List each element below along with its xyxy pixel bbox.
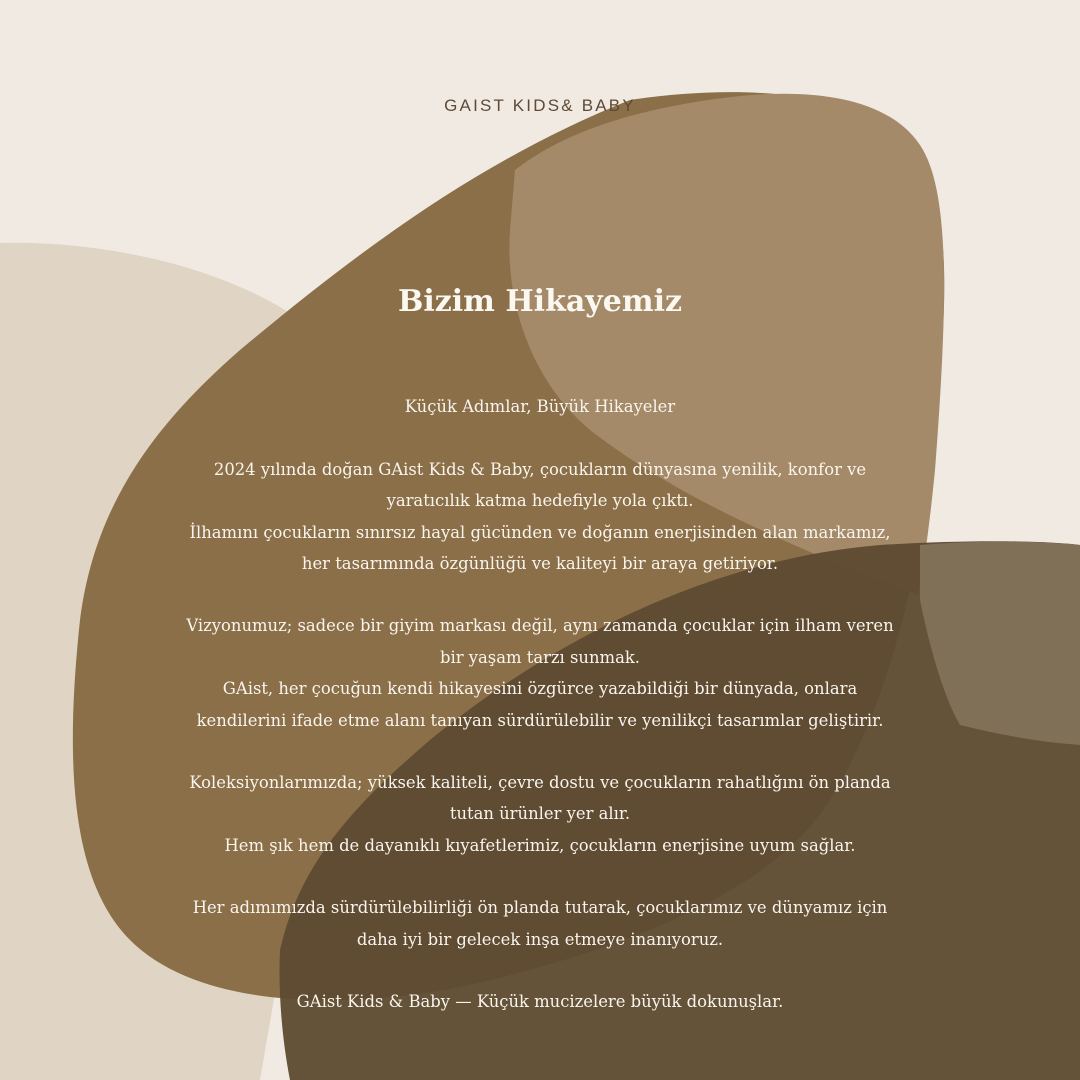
text-line: bir yaşam tarzı sunmak. [439, 647, 640, 667]
brand-name: GAIST KIDS [444, 96, 562, 115]
text-line: GAist Kids & Baby — Küçük mucizelere büyük dokunuşlar. [296, 992, 784, 1012]
text-line: GAist, her çocuğun kendi hikayesini özgürce yazabildiği bir dünyada, onlara [222, 679, 858, 699]
paragraph-4 [100, 892, 980, 955]
paragraph-2 [100, 610, 980, 736]
text-line: her tasarımında özgünlüğü ve kaliteyi bir araya getiriyor. [301, 554, 779, 574]
text-line: Vizyonumuz; sadece bir giyim markası değil, aynı zamanda çocuklar için ilham veren [186, 616, 894, 636]
brand-logo [0, 96, 1080, 116]
text-line: tutan ürünler yer alır. [449, 804, 631, 824]
text-line: yaratıcılık katma hedefiyle yola çıktı. [386, 491, 694, 511]
brand-amp: & BABY [561, 96, 636, 115]
text-line: Hem şık hem de dayanıklı kıyafetlerimiz, çocukların enerjisine uyum sağlar. [224, 835, 856, 855]
text-line: İlhamını çocukların sınırsız hayal gücünden ve doğanın enerjisinden alan markamız, [189, 522, 891, 542]
text-line: daha iyi bir gelecek inşa etmeye inanıyoruz. [356, 929, 724, 949]
closing-tagline [100, 986, 980, 1017]
story-body [100, 391, 980, 1017]
paragraph-1 [100, 454, 980, 580]
text-line: Koleksiyonlarımızda; yüksek kaliteli, çevre dostu ve çocukların rahatlığını ön planda [189, 773, 891, 793]
subtitle: Küçük Adımlar, Büyük Hikayeler [404, 397, 676, 416]
text-line: Her adımımızda sürdürülebilirliği ön planda tutarak, çocuklarımız ve dünyamız için [192, 898, 888, 918]
text-line: 2024 yılında doğan GAist Kids & Baby, çocukların dünyasına yenilik, konfor ve [213, 459, 867, 479]
page-title: Bizim Hikayemiz [397, 284, 683, 319]
paragraph-3 [100, 767, 980, 861]
text-line: kendilerini ifade etme alanı tanıyan sürdürülebilir ve yenilikçi tasarımlar geliştirir. [196, 710, 884, 730]
